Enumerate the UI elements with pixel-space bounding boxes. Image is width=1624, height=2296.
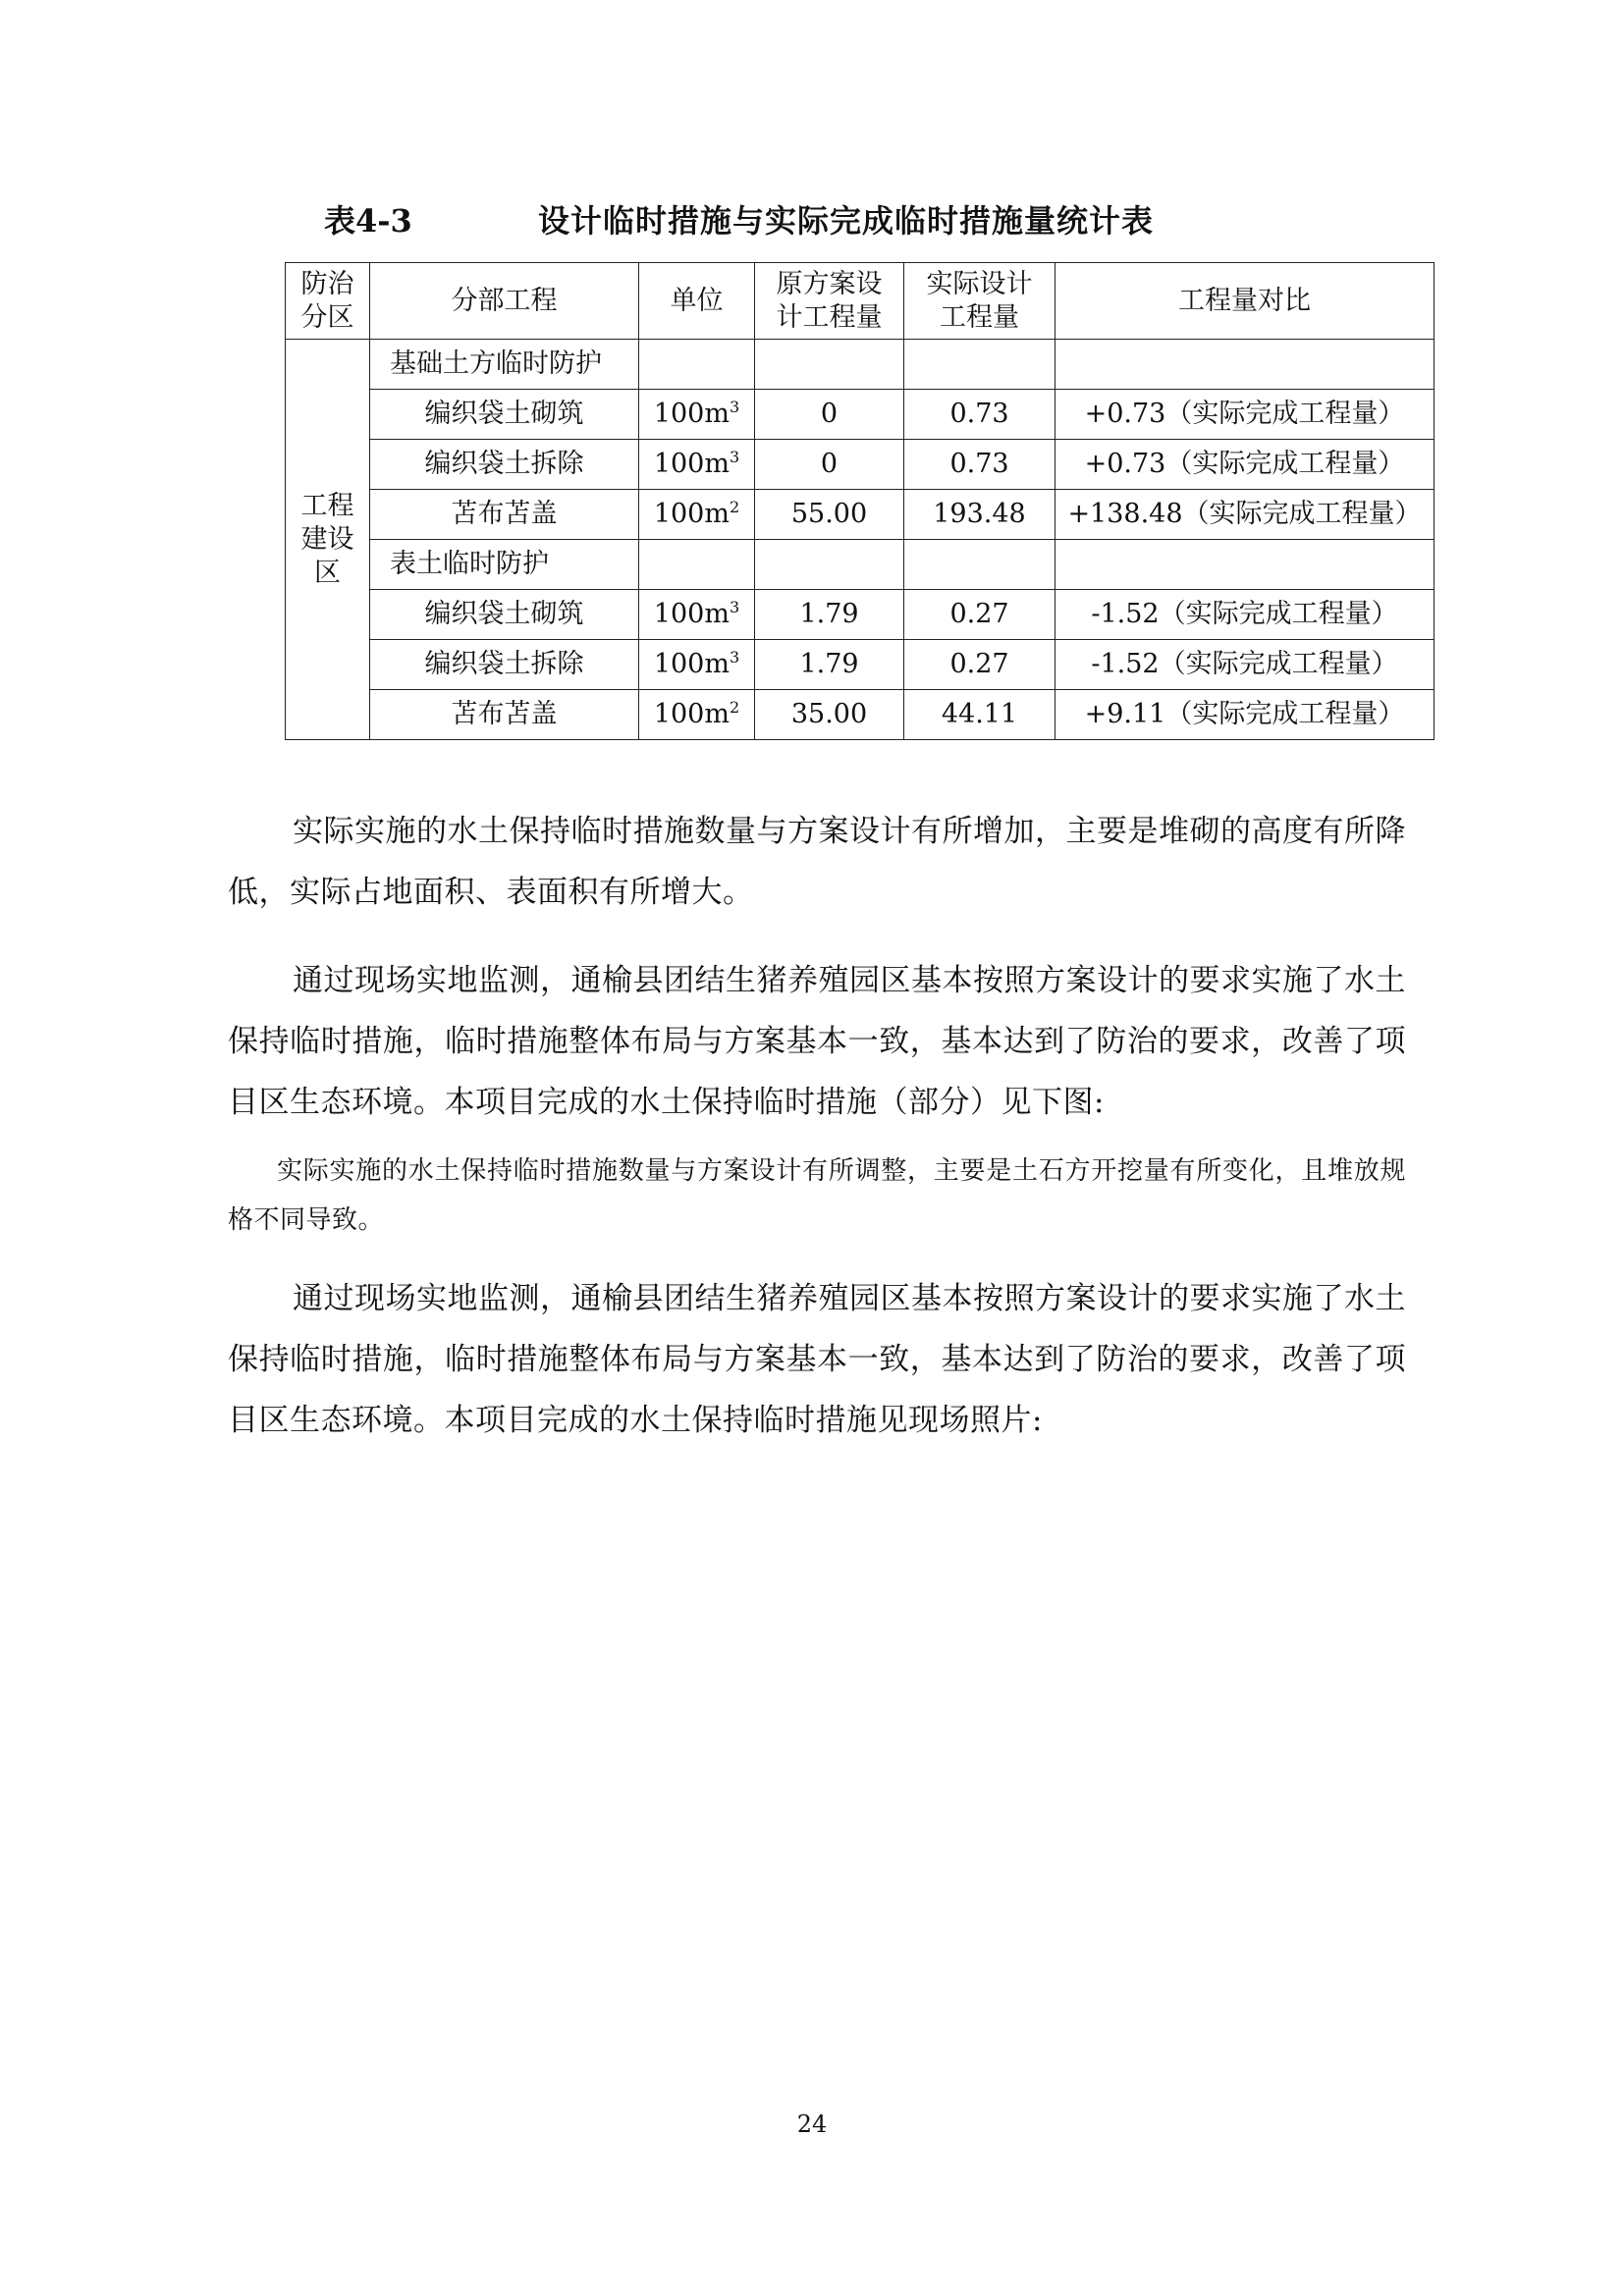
compare-cell: +0.73（实际完成工程量） — [1056, 390, 1435, 440]
unit-cell: $100m^3$ — [639, 640, 755, 690]
design-cell: 1.79 — [755, 640, 904, 690]
unit-cell — [639, 340, 755, 390]
unit-cell: $100m^3$ — [639, 390, 755, 440]
item-cell: 编织袋土拆除 — [370, 440, 639, 490]
table-row — [286, 340, 1435, 390]
actual-cell: 0.73 — [904, 390, 1056, 440]
table-row — [286, 690, 1435, 740]
design-cell: 0 — [755, 440, 904, 490]
actual-cell — [904, 340, 1056, 390]
compare-cell — [1056, 540, 1435, 590]
item-cell: 编织袋土拆除 — [370, 640, 639, 690]
header-compare: 工程量对比 — [1056, 263, 1435, 340]
compare-cell — [1056, 340, 1435, 390]
header-actual: 实际设计 工程量 — [904, 263, 1056, 340]
item-cell: 苫布苫盖 — [370, 690, 639, 740]
design-cell — [755, 340, 904, 390]
item-cell: 编织袋土砌筑 — [370, 590, 639, 640]
paragraph-monitoring-partial: 通过现场实地监测，通榆县团结生猪养殖园区基本按照方案设计的要求实施了水土保持临时措施，临时措施整体布局与方案基本一致，基本达到了防治的要求，改善了项目区生态环境。本项目完成的水土保持临时措施（部分）见下图: — [228, 963, 1406, 1120]
design-cell: 35.00 — [755, 690, 904, 740]
paragraph-increase-note: 实际实施的水土保持临时措施数量与方案设计有所增加，主要是堆砌的高度有所降低，实际占地面积、表面积有所增大。 — [228, 814, 1406, 910]
table-header-row — [286, 263, 1435, 340]
table-number: 表4-3 — [324, 202, 412, 240]
compare-cell: -1.52（实际完成工程量） — [1056, 640, 1435, 690]
design-cell — [755, 540, 904, 590]
compare-cell: +0.73（实际完成工程量） — [1056, 440, 1435, 490]
item-cell: 苫布苫盖 — [370, 490, 639, 540]
unit-cell — [639, 540, 755, 590]
actual-cell: 44.11 — [904, 690, 1056, 740]
design-cell: 0 — [755, 390, 904, 440]
item-cell: 基础土方临时防护 — [370, 340, 639, 390]
actual-cell: 0.27 — [904, 640, 1056, 690]
unit-cell: $100m^2$ — [639, 490, 755, 540]
actual-cell: 0.27 — [904, 590, 1056, 640]
actual-cell: 193.48 — [904, 490, 1056, 540]
header-zone: 防治 分区 — [286, 263, 370, 340]
zone-cell: 工程 建设 区 — [286, 340, 370, 740]
unit-cell: $100m^3$ — [639, 590, 755, 640]
paragraph-monitoring-photos: 通过现场实地监测，通榆县团结生猪养殖园区基本按照方案设计的要求实施了水土保持临时措施，临时措施整体布局与方案基本一致，基本达到了防治的要求，改善了项目区生态环境。本项目完成的水土保持临时措施见现场照片: — [228, 1281, 1406, 1438]
table-row — [286, 590, 1435, 640]
unit-cell: $100m^2$ — [639, 690, 755, 740]
actual-cell: 0.73 — [904, 440, 1056, 490]
item-cell: 表土临时防护 — [370, 540, 639, 590]
compare-cell: +138.48（实际完成工程量） — [1056, 490, 1435, 540]
design-cell: 1.79 — [755, 590, 904, 640]
header-item: 分部工程 — [370, 263, 639, 340]
compare-cell: -1.52（实际完成工程量） — [1056, 590, 1435, 640]
actual-cell — [904, 540, 1056, 590]
compare-cell: +9.11（实际完成工程量） — [1056, 690, 1435, 740]
page-number: 24 — [796, 2110, 828, 2138]
table-row — [286, 640, 1435, 690]
table-title: 设计临时措施与实际完成临时措施量统计表 — [538, 202, 1155, 240]
design-cell: 55.00 — [755, 490, 904, 540]
measures-table — [285, 262, 1435, 740]
table-row — [286, 440, 1435, 490]
table-row — [286, 540, 1435, 590]
table-row — [286, 490, 1435, 540]
item-cell: 编织袋土砌筑 — [370, 390, 639, 440]
header-design: 原方案设 计工程量 — [755, 263, 904, 340]
table-row — [286, 390, 1435, 440]
table-caption — [0, 196, 1624, 245]
header-unit: 单位 — [639, 263, 755, 340]
paragraph-adjustment-note: 实际实施的水土保持临时措施数量与方案设计有所调整，主要是土石方开挖量有所变化，且堆放规格不同导致。 — [228, 1156, 1406, 1235]
unit-cell: $100m^3$ — [639, 440, 755, 490]
